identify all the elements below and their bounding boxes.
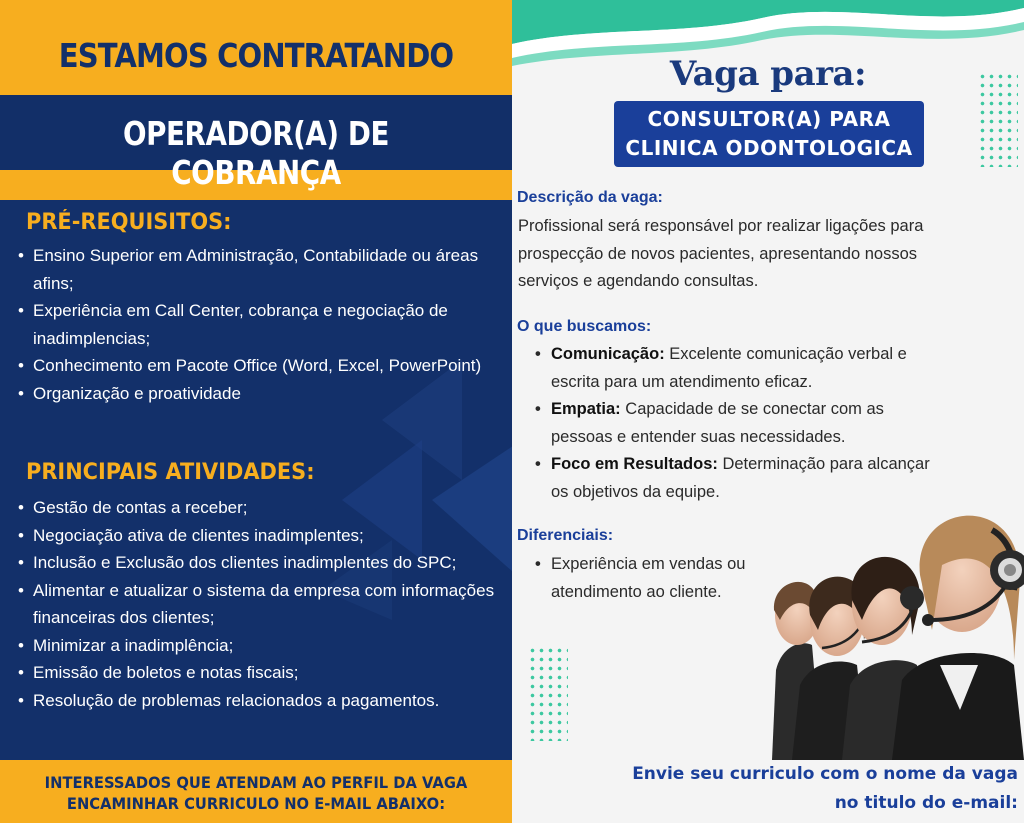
hiring-title: ESTAMOS CONTRATANDO	[58, 36, 454, 75]
requirements-list	[16, 242, 496, 407]
call-center-operators-image	[752, 470, 1024, 760]
right-flyer	[512, 0, 1024, 823]
list-item: • Minimizar a inadimplência;	[16, 632, 496, 660]
differentials-list	[535, 551, 745, 606]
activities-list	[16, 494, 496, 714]
list-item: • Gestão de contas a receber;	[16, 494, 496, 522]
position-line: CONSULTOR(A) PARA	[647, 107, 891, 131]
footer-line: Envie seu curriculo com o nome da vaga	[632, 764, 1018, 784]
list-item	[535, 341, 930, 396]
list-item: • Experiência em Call Center, cobrança e negociação de inadimplencias;	[16, 297, 496, 352]
left-footer	[20, 772, 491, 814]
position-box	[614, 101, 924, 167]
list-item: • Conhecimento em Pacote Office (Word, Excel, PowerPoint)	[16, 352, 496, 380]
list-item: • Organização e proatividade	[16, 380, 496, 408]
item-label: Foco em Resultados:	[551, 455, 718, 473]
item-label: Empatia:	[551, 400, 621, 418]
requirements-heading: PRÉ-REQUISITOS:	[26, 210, 232, 235]
seeking-heading: O que buscamos:	[517, 318, 652, 335]
description-line: Profissional será responsável por realizar ligações para	[518, 217, 924, 235]
item-text: escrita para um atendimento eficaz.	[551, 372, 813, 391]
job-title: OPERADOR(A) DE COBRANÇA	[122, 114, 390, 192]
item-text: pessoas e entender suas necessidades.	[551, 427, 846, 446]
right-footer	[538, 760, 1018, 818]
footer-line: no titulo do e-mail:	[834, 793, 1018, 813]
description-text	[518, 213, 1008, 296]
list-item: • Inclusão e Exclusão dos clientes inadimplentes do SPC;	[16, 549, 496, 577]
footer-line: INTERESSADOS QUE ATENDAM AO PERFIL DA VAGA	[44, 773, 468, 792]
item-text: os objetivos da equipe.	[551, 482, 720, 501]
list-item: • Emissão de boletos e notas fiscais;	[16, 659, 496, 687]
list-item	[535, 551, 745, 606]
item-text: Excelente comunicação verbal e	[664, 345, 907, 363]
item-text: • Experiência em vendas ou	[551, 555, 746, 573]
footer-line: ENCAMINHAR CURRICULO NO E-MAIL ABAIXO:	[66, 794, 446, 813]
item-text: Capacidade de se conectar com as	[620, 400, 884, 418]
list-item: • Resolução de problemas relacionados a pagamentos.	[16, 687, 496, 715]
list-item	[535, 396, 930, 451]
activities-heading: PRINCIPAIS ATIVIDADES:	[26, 460, 315, 485]
list-item: • Alimentar e atualizar o sistema da empresa com informações financeiras dos clientes;	[16, 577, 496, 632]
description-line: serviços e agendando consultas.	[518, 272, 759, 290]
vaga-title: Vaga para:	[669, 54, 867, 94]
list-item: • Ensino Superior em Administração, Contabilidade ou áreas afins;	[16, 242, 496, 297]
list-item: • Negociação ativa de clientes inadimplentes;	[16, 522, 496, 550]
item-text: Determinação para alcançar	[717, 455, 930, 473]
differentials-heading: Diferenciais:	[517, 527, 614, 544]
item-text: atendimento ao cliente.	[551, 582, 722, 601]
description-line: prospecção de novos pacientes, apresentando nossos	[518, 244, 918, 263]
position-line: CLINICA ODONTOLOGICA	[625, 136, 913, 160]
dot-pattern	[528, 646, 568, 741]
description-heading: Descrição da vaga:	[517, 189, 663, 206]
item-label: Comunicação:	[551, 345, 665, 363]
